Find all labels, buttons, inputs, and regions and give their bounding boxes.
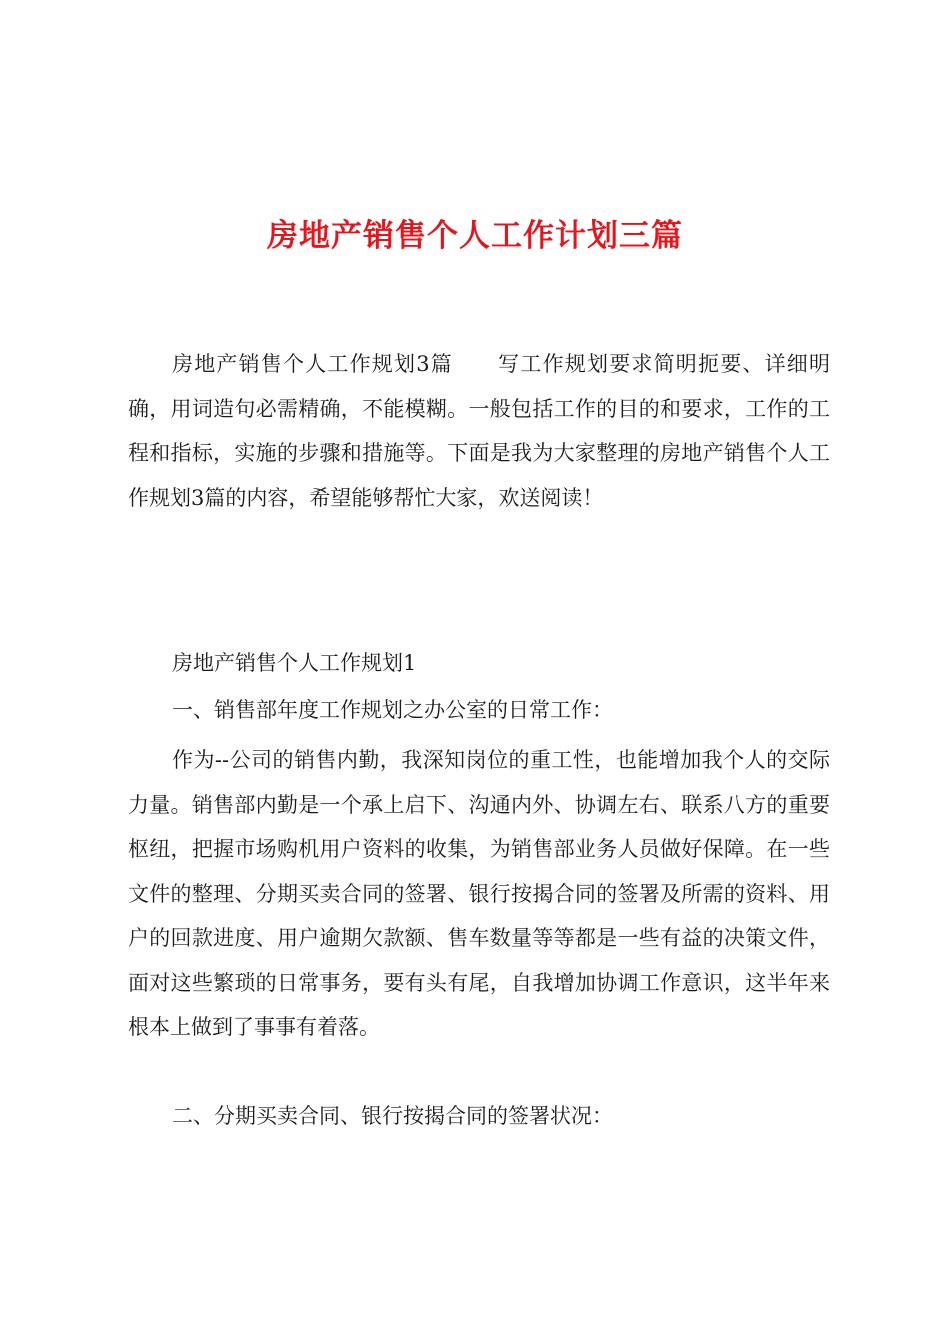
intro-lead: 房地产销售个人工作规划3篇 [172,352,453,376]
document-title: 房地产销售个人工作计划三篇 [267,218,683,254]
paragraph-one: 作为--公司的销售内勤，我深知岗位的重工性，也能增加我个人的交际力量。销售部内勤是一个承上启下、沟通内外、协调左右、联系八方的重要枢纽，把握市场购机用户资料的收集，为销售部业务人员做好保障。在一些文件的整理、分期买卖合同的签署、银行按揭合同的签署及所需的资料、用户的回款进度、用户逾期欠款额、售车数量等等都是一些有益的决策文件，面对这些繁琐的日常事务，要有头有尾，自我增加协调工作意识，这半年来根本上做到了事事有着落。 [128,748,830,1039]
section-one-heading: 一、销售部年度工作规划之办公室的日常工作： [172,698,613,722]
intro-paragraph [128,342,830,520]
plan-heading: 房地产销售个人工作规划1 [172,651,417,675]
section-two-heading: 二、分期买卖合同、银行按揭合同的签署状况： [172,1104,613,1128]
intro-text: 写工作规划要求简明扼要、详细明确，用词造句必需精确，不能模糊。一般包括工作的目的和要求，工作的工程和指标，实施的步骤和措施等。下面是我为大家整理的房地产销售个人工作规划3篇的内容，希望能够帮忙大家，欢送阅读！ [128,352,830,510]
